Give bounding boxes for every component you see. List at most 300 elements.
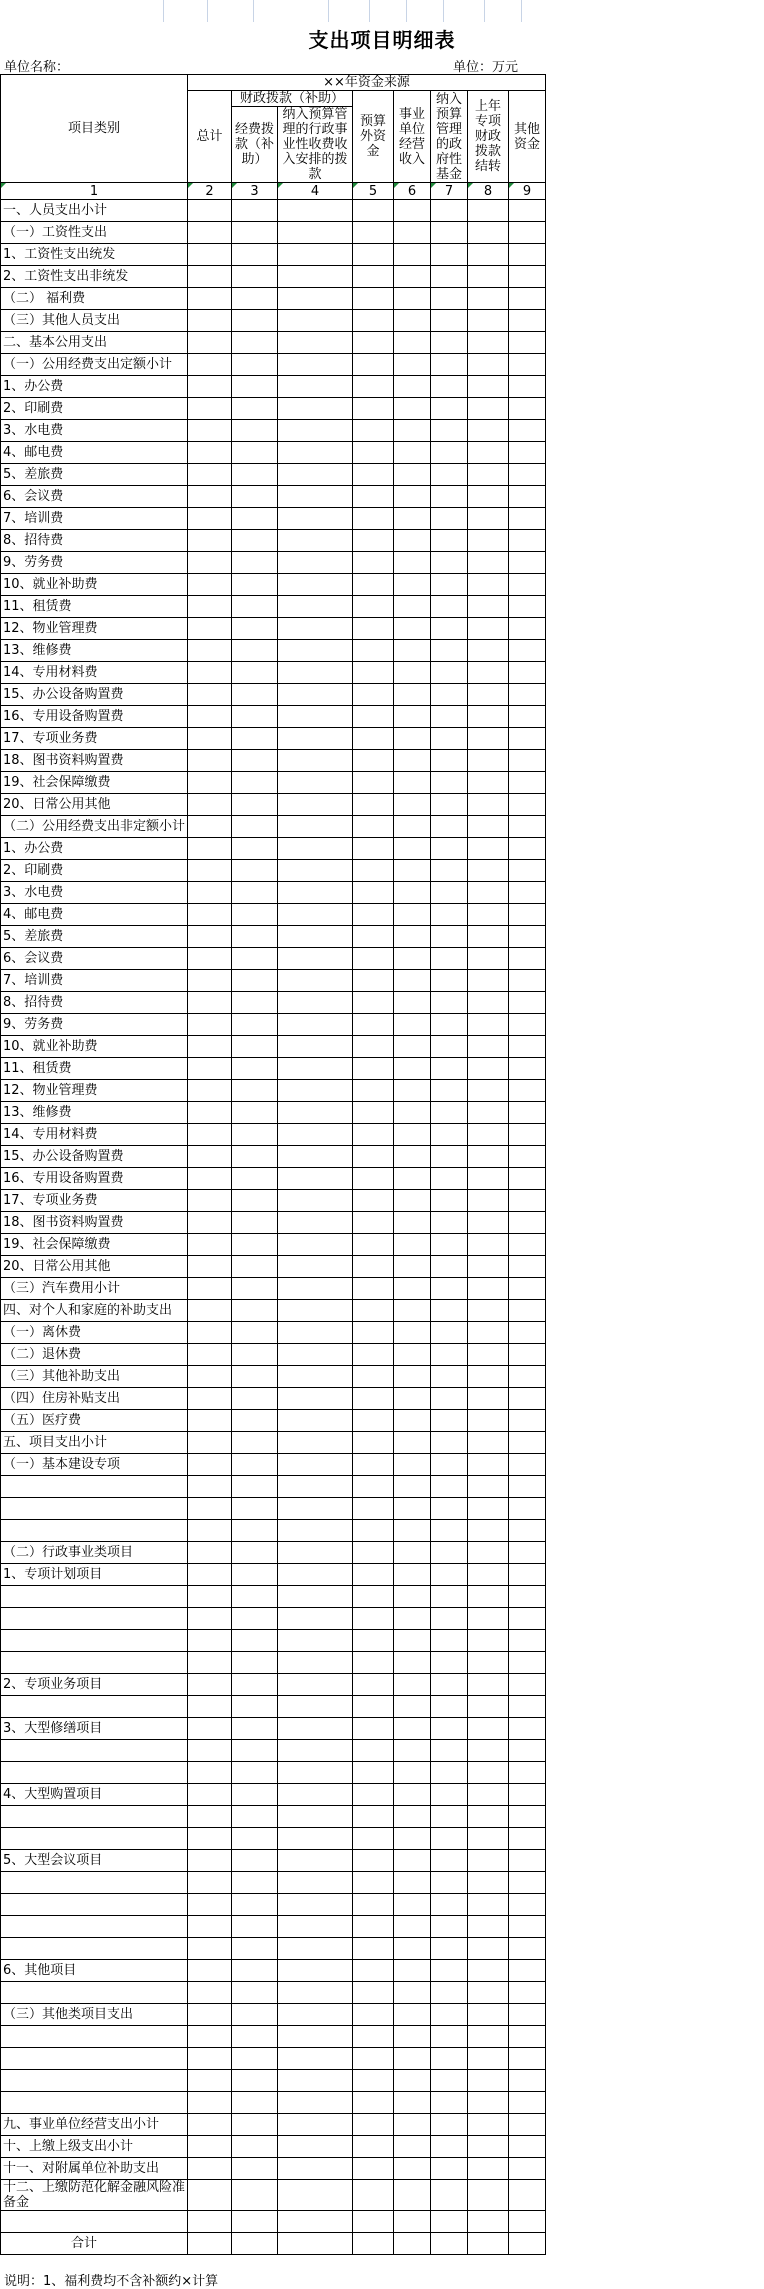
value-cell[interactable] (509, 2158, 546, 2180)
value-cell[interactable] (394, 750, 431, 772)
value-cell[interactable] (394, 1542, 431, 1564)
value-cell[interactable] (394, 1102, 431, 1124)
value-cell[interactable] (278, 2026, 353, 2048)
value-cell[interactable] (394, 1784, 431, 1806)
value-cell[interactable] (278, 1476, 353, 1498)
value-cell[interactable] (468, 486, 509, 508)
row-category-label[interactable]: 17、专项业务费 (1, 1190, 188, 1212)
value-cell[interactable] (188, 662, 232, 684)
value-cell[interactable] (188, 2048, 232, 2070)
value-cell[interactable] (232, 860, 278, 882)
value-cell[interactable] (353, 244, 394, 266)
value-cell[interactable] (353, 1916, 394, 1938)
value-cell[interactable] (394, 552, 431, 574)
value-cell[interactable] (278, 1190, 353, 1212)
value-cell[interactable] (509, 2211, 546, 2233)
value-cell[interactable] (394, 1322, 431, 1344)
value-cell[interactable] (353, 1850, 394, 1872)
value-cell[interactable] (278, 200, 353, 222)
value-cell[interactable] (468, 2233, 509, 2255)
value-cell[interactable] (353, 1960, 394, 1982)
value-cell[interactable] (278, 1828, 353, 1850)
value-cell[interactable] (232, 1872, 278, 1894)
value-cell[interactable] (232, 1476, 278, 1498)
value-cell[interactable] (353, 464, 394, 486)
value-cell[interactable] (278, 1410, 353, 1432)
value-cell[interactable] (188, 2026, 232, 2048)
row-category-label[interactable]: 四、对个人和家庭的补助支出 (1, 1300, 188, 1322)
value-cell[interactable] (431, 1696, 468, 1718)
value-cell[interactable] (468, 1740, 509, 1762)
row-category-label[interactable] (1, 1608, 188, 1630)
value-cell[interactable] (188, 1938, 232, 1960)
value-cell[interactable] (509, 2004, 546, 2026)
value-cell[interactable] (232, 1674, 278, 1696)
value-cell[interactable] (232, 618, 278, 640)
value-cell[interactable] (394, 1278, 431, 1300)
value-cell[interactable] (431, 1366, 468, 1388)
value-cell[interactable] (353, 1476, 394, 1498)
value-cell[interactable] (509, 222, 546, 244)
value-cell[interactable] (188, 420, 232, 442)
value-cell[interactable] (353, 1498, 394, 1520)
value-cell[interactable] (278, 2158, 353, 2180)
value-cell[interactable] (353, 596, 394, 618)
value-cell[interactable] (509, 750, 546, 772)
value-cell[interactable] (394, 662, 431, 684)
row-category-label[interactable]: 10、就业补助费 (1, 1036, 188, 1058)
value-cell[interactable] (278, 1432, 353, 1454)
row-category-label[interactable]: 7、培训费 (1, 970, 188, 992)
value-cell[interactable] (188, 2180, 232, 2211)
value-cell[interactable] (278, 266, 353, 288)
value-cell[interactable] (353, 2026, 394, 2048)
value-cell[interactable] (278, 1278, 353, 1300)
value-cell[interactable] (394, 1388, 431, 1410)
value-cell[interactable] (394, 1190, 431, 1212)
value-cell[interactable] (353, 1696, 394, 1718)
value-cell[interactable] (468, 2048, 509, 2070)
value-cell[interactable] (468, 376, 509, 398)
value-cell[interactable] (278, 2048, 353, 2070)
value-cell[interactable] (353, 1982, 394, 2004)
value-cell[interactable] (394, 1124, 431, 1146)
value-cell[interactable] (509, 1146, 546, 1168)
value-cell[interactable] (353, 1608, 394, 1630)
row-category-label[interactable]: 16、专用设备购置费 (1, 1168, 188, 1190)
row-category-label[interactable]: 18、图书资料购置费 (1, 1212, 188, 1234)
value-cell[interactable] (188, 1652, 232, 1674)
value-cell[interactable] (394, 200, 431, 222)
value-cell[interactable] (468, 1542, 509, 1564)
row-category-label[interactable] (1, 1498, 188, 1520)
value-cell[interactable] (509, 1454, 546, 1476)
value-cell[interactable] (188, 1806, 232, 1828)
value-cell[interactable] (394, 1718, 431, 1740)
value-cell[interactable] (468, 948, 509, 970)
value-cell[interactable] (394, 794, 431, 816)
value-cell[interactable] (431, 1014, 468, 1036)
value-cell[interactable] (278, 1212, 353, 1234)
value-cell[interactable] (394, 2048, 431, 2070)
value-cell[interactable] (468, 2211, 509, 2233)
value-cell[interactable] (353, 618, 394, 640)
value-cell[interactable] (278, 816, 353, 838)
value-cell[interactable] (431, 1608, 468, 1630)
row-category-label[interactable]: 15、办公设备购置费 (1, 684, 188, 706)
value-cell[interactable] (353, 1102, 394, 1124)
value-cell[interactable] (431, 992, 468, 1014)
value-cell[interactable] (394, 1432, 431, 1454)
value-cell[interactable] (431, 1806, 468, 1828)
value-cell[interactable] (468, 1872, 509, 1894)
value-cell[interactable] (278, 1542, 353, 1564)
value-cell[interactable] (394, 2092, 431, 2114)
row-category-label[interactable]: （二）退休费 (1, 1344, 188, 1366)
value-cell[interactable] (188, 772, 232, 794)
row-category-label[interactable]: 合计 (1, 2233, 188, 2255)
value-cell[interactable] (431, 1674, 468, 1696)
value-cell[interactable] (468, 1388, 509, 1410)
value-cell[interactable] (394, 882, 431, 904)
value-cell[interactable] (394, 354, 431, 376)
value-cell[interactable] (278, 1740, 353, 1762)
value-cell[interactable] (278, 750, 353, 772)
row-category-label[interactable]: 3、水电费 (1, 420, 188, 442)
value-cell[interactable] (394, 596, 431, 618)
value-cell[interactable] (468, 1124, 509, 1146)
value-cell[interactable] (188, 1718, 232, 1740)
value-cell[interactable] (394, 1586, 431, 1608)
value-cell[interactable] (509, 508, 546, 530)
value-cell[interactable] (468, 860, 509, 882)
row-category-label[interactable]: 16、专用设备购置费 (1, 706, 188, 728)
value-cell[interactable] (394, 288, 431, 310)
row-category-label[interactable]: （二）公用经费支出非定额小计 (1, 816, 188, 838)
value-cell[interactable] (232, 1014, 278, 1036)
value-cell[interactable] (431, 926, 468, 948)
value-cell[interactable] (431, 860, 468, 882)
value-cell[interactable] (353, 1146, 394, 1168)
value-cell[interactable] (188, 1388, 232, 1410)
value-cell[interactable] (394, 244, 431, 266)
value-cell[interactable] (431, 1124, 468, 1146)
row-category-label[interactable]: （五）医疗费 (1, 1410, 188, 1432)
value-cell[interactable] (232, 596, 278, 618)
value-cell[interactable] (278, 992, 353, 1014)
value-cell[interactable] (188, 354, 232, 376)
value-cell[interactable] (278, 1146, 353, 1168)
value-cell[interactable] (431, 640, 468, 662)
value-cell[interactable] (468, 1498, 509, 1520)
value-cell[interactable] (394, 1982, 431, 2004)
value-cell[interactable] (232, 1916, 278, 1938)
value-cell[interactable] (278, 398, 353, 420)
value-cell[interactable] (509, 1806, 546, 1828)
value-cell[interactable] (394, 2070, 431, 2092)
row-category-label[interactable] (1, 1586, 188, 1608)
value-cell[interactable] (509, 244, 546, 266)
value-cell[interactable] (509, 552, 546, 574)
row-category-label[interactable] (1, 1806, 188, 1828)
value-cell[interactable] (468, 772, 509, 794)
value-cell[interactable] (188, 1740, 232, 1762)
value-cell[interactable] (278, 1894, 353, 1916)
value-cell[interactable] (232, 552, 278, 574)
value-cell[interactable] (431, 684, 468, 706)
value-cell[interactable] (353, 860, 394, 882)
row-category-label[interactable] (1, 1740, 188, 1762)
value-cell[interactable] (468, 1718, 509, 1740)
value-cell[interactable] (509, 1718, 546, 1740)
value-cell[interactable] (468, 1234, 509, 1256)
value-cell[interactable] (509, 1080, 546, 1102)
value-cell[interactable] (188, 1190, 232, 1212)
value-cell[interactable] (353, 2180, 394, 2211)
value-cell[interactable] (353, 288, 394, 310)
value-cell[interactable] (188, 1564, 232, 1586)
value-cell[interactable] (468, 1014, 509, 1036)
value-cell[interactable] (431, 2048, 468, 2070)
value-cell[interactable] (431, 1784, 468, 1806)
value-cell[interactable] (188, 816, 232, 838)
value-cell[interactable] (394, 728, 431, 750)
value-cell[interactable] (232, 948, 278, 970)
value-cell[interactable] (188, 1454, 232, 1476)
value-cell[interactable] (188, 1278, 232, 1300)
value-cell[interactable] (353, 970, 394, 992)
row-category-label[interactable]: 17、专项业务费 (1, 728, 188, 750)
value-cell[interactable] (278, 2070, 353, 2092)
value-cell[interactable] (353, 1674, 394, 1696)
value-cell[interactable] (278, 2180, 353, 2211)
value-cell[interactable] (431, 706, 468, 728)
value-cell[interactable] (353, 1212, 394, 1234)
value-cell[interactable] (232, 486, 278, 508)
value-cell[interactable] (394, 1234, 431, 1256)
value-cell[interactable] (394, 376, 431, 398)
value-cell[interactable] (468, 1344, 509, 1366)
value-cell[interactable] (431, 1828, 468, 1850)
value-cell[interactable] (188, 1212, 232, 1234)
value-cell[interactable] (278, 2233, 353, 2255)
value-cell[interactable] (394, 310, 431, 332)
value-cell[interactable] (188, 1410, 232, 1432)
value-cell[interactable] (394, 1146, 431, 1168)
row-category-label[interactable] (1, 1520, 188, 1542)
value-cell[interactable] (468, 2158, 509, 2180)
row-category-label[interactable]: 10、就业补助费 (1, 574, 188, 596)
row-category-label[interactable] (1, 1476, 188, 1498)
value-cell[interactable] (468, 838, 509, 860)
value-cell[interactable] (394, 266, 431, 288)
value-cell[interactable] (353, 1894, 394, 1916)
value-cell[interactable] (431, 882, 468, 904)
row-category-label[interactable]: 15、办公设备购置费 (1, 1146, 188, 1168)
value-cell[interactable] (394, 640, 431, 662)
row-category-label[interactable]: 13、维修费 (1, 640, 188, 662)
row-category-label[interactable]: 二、基本公用支出 (1, 332, 188, 354)
row-category-label[interactable]: （二）行政事业类项目 (1, 1542, 188, 1564)
value-cell[interactable] (353, 2048, 394, 2070)
value-cell[interactable] (468, 1630, 509, 1652)
row-category-label[interactable]: 12、物业管理费 (1, 618, 188, 640)
value-cell[interactable] (509, 2136, 546, 2158)
value-cell[interactable] (468, 1850, 509, 1872)
value-cell[interactable] (509, 1630, 546, 1652)
value-cell[interactable] (394, 1168, 431, 1190)
value-cell[interactable] (232, 882, 278, 904)
value-cell[interactable] (468, 1256, 509, 1278)
value-cell[interactable] (278, 1718, 353, 1740)
row-category-label[interactable]: 1、专项计划项目 (1, 1564, 188, 1586)
value-cell[interactable] (353, 2136, 394, 2158)
value-cell[interactable] (232, 816, 278, 838)
value-cell[interactable] (431, 376, 468, 398)
value-cell[interactable] (509, 1058, 546, 1080)
value-cell[interactable] (509, 662, 546, 684)
value-cell[interactable] (278, 618, 353, 640)
value-cell[interactable] (232, 1630, 278, 1652)
value-cell[interactable] (431, 1278, 468, 1300)
value-cell[interactable] (431, 618, 468, 640)
value-cell[interactable] (278, 1036, 353, 1058)
value-cell[interactable] (468, 1036, 509, 1058)
value-cell[interactable] (394, 1894, 431, 1916)
row-category-label[interactable]: （一）离休费 (1, 1322, 188, 1344)
value-cell[interactable] (394, 948, 431, 970)
value-cell[interactable] (394, 1476, 431, 1498)
value-cell[interactable] (353, 2092, 394, 2114)
value-cell[interactable] (353, 1190, 394, 1212)
value-cell[interactable] (468, 2026, 509, 2048)
value-cell[interactable] (232, 1806, 278, 1828)
value-cell[interactable] (509, 1938, 546, 1960)
value-cell[interactable] (394, 2233, 431, 2255)
value-cell[interactable] (509, 1014, 546, 1036)
value-cell[interactable] (394, 860, 431, 882)
value-cell[interactable] (394, 706, 431, 728)
value-cell[interactable] (278, 1608, 353, 1630)
row-category-label[interactable]: （三）其他类项目支出 (1, 2004, 188, 2026)
value-cell[interactable] (394, 2004, 431, 2026)
value-cell[interactable] (468, 992, 509, 1014)
value-cell[interactable] (468, 1828, 509, 1850)
value-cell[interactable] (232, 2004, 278, 2026)
value-cell[interactable] (509, 1256, 546, 1278)
value-cell[interactable] (353, 838, 394, 860)
value-cell[interactable] (232, 1696, 278, 1718)
value-cell[interactable] (394, 1344, 431, 1366)
row-category-label[interactable] (1, 1894, 188, 1916)
value-cell[interactable] (278, 332, 353, 354)
value-cell[interactable] (278, 1058, 353, 1080)
value-cell[interactable] (188, 1234, 232, 1256)
value-cell[interactable] (353, 948, 394, 970)
value-cell[interactable] (232, 464, 278, 486)
value-cell[interactable] (353, 398, 394, 420)
value-cell[interactable] (509, 2233, 546, 2255)
value-cell[interactable] (509, 1674, 546, 1696)
value-cell[interactable] (188, 1916, 232, 1938)
value-cell[interactable] (353, 574, 394, 596)
value-cell[interactable] (509, 1036, 546, 1058)
value-cell[interactable] (394, 332, 431, 354)
value-cell[interactable] (232, 354, 278, 376)
value-cell[interactable] (232, 904, 278, 926)
value-cell[interactable] (431, 552, 468, 574)
value-cell[interactable] (509, 1344, 546, 1366)
value-cell[interactable] (468, 420, 509, 442)
value-cell[interactable] (232, 684, 278, 706)
value-cell[interactable] (431, 1872, 468, 1894)
value-cell[interactable] (353, 376, 394, 398)
value-cell[interactable] (278, 662, 353, 684)
value-cell[interactable] (232, 1828, 278, 1850)
value-cell[interactable] (468, 2092, 509, 2114)
value-cell[interactable] (232, 1784, 278, 1806)
value-cell[interactable] (232, 1036, 278, 1058)
row-category-label[interactable]: （一）基本建设专项 (1, 1454, 188, 1476)
value-cell[interactable] (468, 266, 509, 288)
value-cell[interactable] (468, 222, 509, 244)
value-cell[interactable] (232, 1542, 278, 1564)
value-cell[interactable] (188, 2136, 232, 2158)
value-cell[interactable] (509, 1190, 546, 1212)
row-category-label[interactable]: 2、印刷费 (1, 398, 188, 420)
value-cell[interactable] (394, 992, 431, 1014)
value-cell[interactable] (188, 1102, 232, 1124)
value-cell[interactable] (431, 772, 468, 794)
value-cell[interactable] (394, 772, 431, 794)
row-category-label[interactable]: 1、办公费 (1, 838, 188, 860)
value-cell[interactable] (468, 1960, 509, 1982)
value-cell[interactable] (509, 904, 546, 926)
value-cell[interactable] (431, 1432, 468, 1454)
value-cell[interactable] (353, 1058, 394, 1080)
value-cell[interactable] (278, 310, 353, 332)
value-cell[interactable] (431, 310, 468, 332)
value-cell[interactable] (232, 1520, 278, 1542)
value-cell[interactable] (188, 552, 232, 574)
value-cell[interactable] (353, 1256, 394, 1278)
value-cell[interactable] (394, 2136, 431, 2158)
value-cell[interactable] (394, 1014, 431, 1036)
value-cell[interactable] (394, 420, 431, 442)
value-cell[interactable] (188, 926, 232, 948)
value-cell[interactable] (468, 662, 509, 684)
row-category-label[interactable]: 6、会议费 (1, 948, 188, 970)
value-cell[interactable] (394, 1454, 431, 1476)
value-cell[interactable] (431, 1982, 468, 2004)
row-category-label[interactable]: 2、印刷费 (1, 860, 188, 882)
value-cell[interactable] (188, 2233, 232, 2255)
value-cell[interactable] (278, 1124, 353, 1146)
value-cell[interactable] (232, 1652, 278, 1674)
row-category-label[interactable]: 19、社会保障缴费 (1, 1234, 188, 1256)
value-cell[interactable] (394, 486, 431, 508)
value-cell[interactable] (232, 750, 278, 772)
value-cell[interactable] (188, 1014, 232, 1036)
value-cell[interactable] (468, 1806, 509, 1828)
row-category-label[interactable] (1, 1762, 188, 1784)
row-category-label[interactable] (1, 1916, 188, 1938)
value-cell[interactable] (278, 2114, 353, 2136)
value-cell[interactable] (188, 1080, 232, 1102)
value-cell[interactable] (188, 1696, 232, 1718)
value-cell[interactable] (394, 530, 431, 552)
value-cell[interactable] (232, 2070, 278, 2092)
